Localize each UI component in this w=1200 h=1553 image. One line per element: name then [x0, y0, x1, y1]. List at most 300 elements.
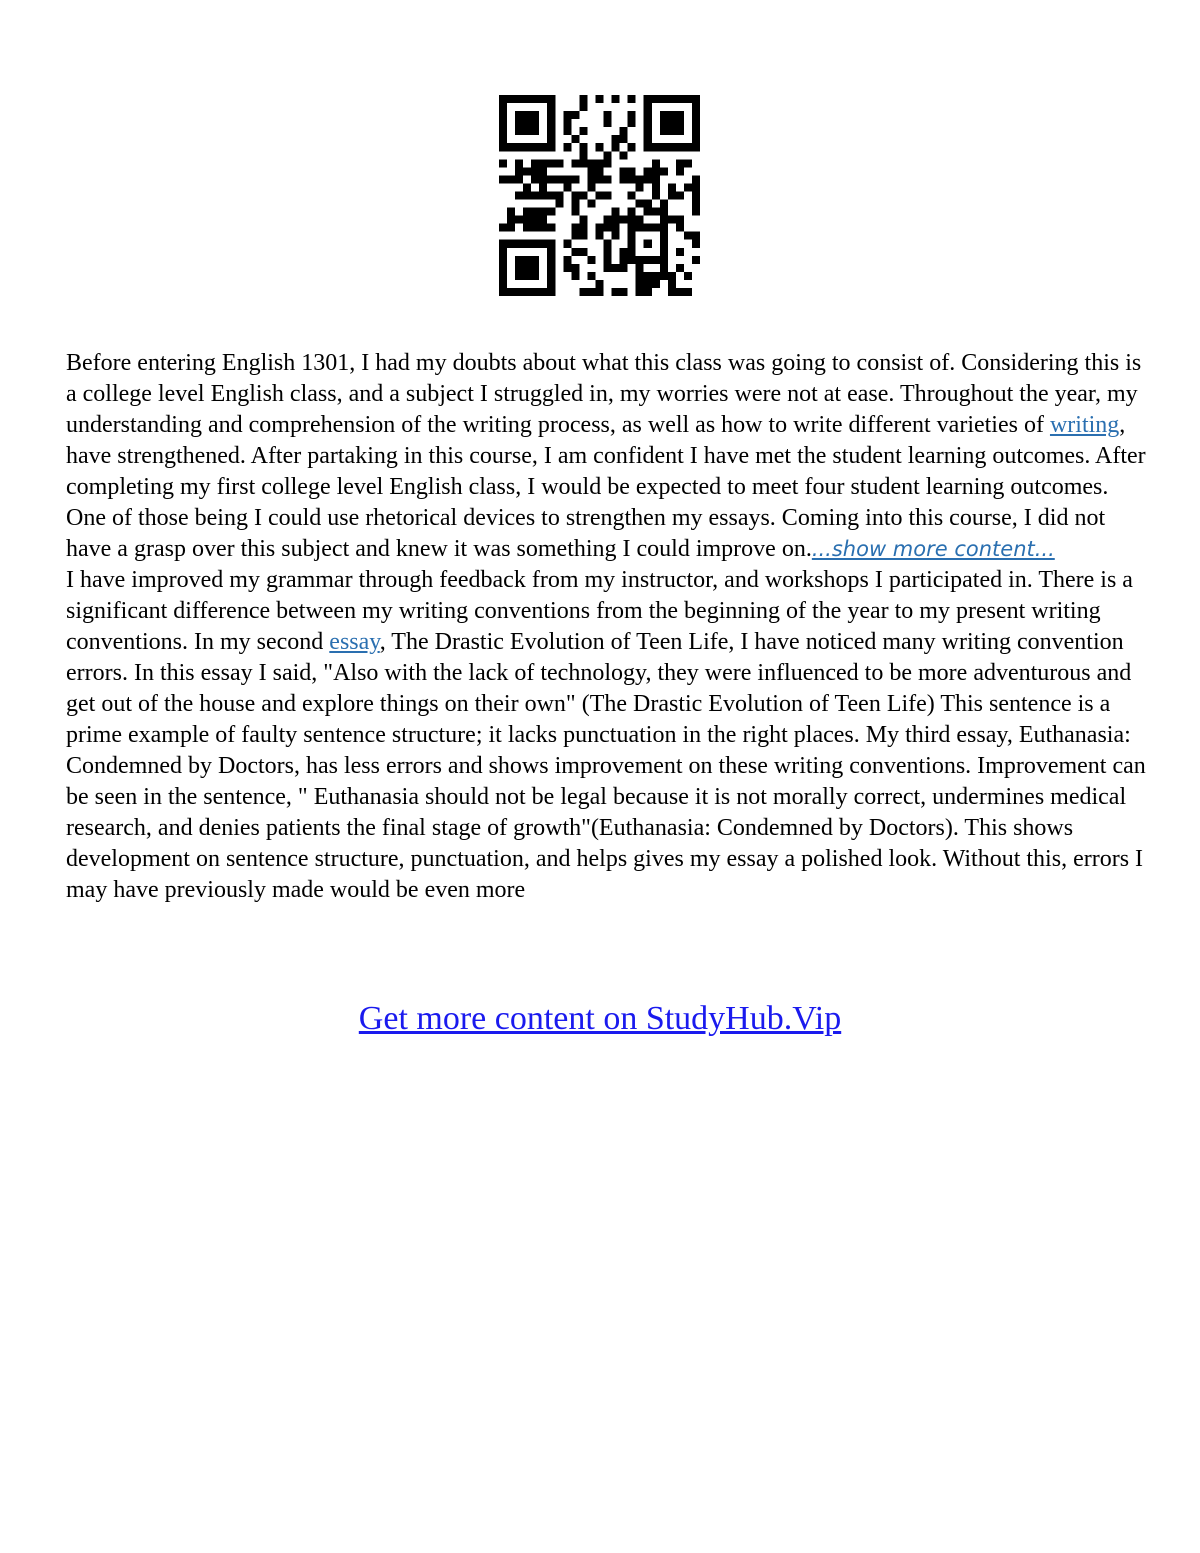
qr-module — [539, 288, 547, 296]
qr-module — [595, 175, 603, 183]
qr-module — [531, 127, 539, 135]
qr-module — [684, 272, 692, 280]
qr-module — [620, 151, 628, 159]
qr-module — [587, 200, 595, 208]
qr-module — [644, 240, 652, 248]
qr-module — [547, 272, 555, 280]
qr-module — [620, 288, 628, 296]
footer — [0, 1000, 1200, 1038]
qr-module — [571, 191, 579, 199]
qr-module — [676, 264, 684, 272]
qr-module — [636, 256, 644, 264]
qr-module — [539, 191, 547, 199]
qr-module — [531, 264, 539, 272]
qr-module — [547, 175, 555, 183]
qr-module — [579, 248, 587, 256]
qr-module — [499, 111, 507, 119]
qr-module — [652, 175, 660, 183]
qr-module — [676, 127, 684, 135]
qr-module — [628, 224, 636, 232]
qr-module — [547, 127, 555, 135]
qr-module — [579, 216, 587, 224]
qr-module — [499, 135, 507, 143]
qr-module — [499, 159, 507, 167]
qr-module — [644, 208, 652, 216]
qr-module — [644, 143, 652, 151]
qr-module — [676, 119, 684, 127]
qr-module — [547, 248, 555, 256]
qr-module — [676, 167, 684, 175]
qr-module — [660, 200, 668, 208]
qr-module — [652, 208, 660, 216]
qr-module — [636, 272, 644, 280]
qr-module — [515, 167, 523, 175]
qr-module — [515, 127, 523, 135]
qr-module — [595, 224, 603, 232]
qr-module — [692, 143, 700, 151]
qr-module — [620, 135, 628, 143]
qr-module — [684, 232, 692, 240]
qr-module — [523, 119, 531, 127]
qr-module — [539, 95, 547, 103]
qr-module — [692, 240, 700, 248]
qr-module — [620, 167, 628, 175]
qr-module — [668, 280, 676, 288]
qr-module — [644, 288, 652, 296]
qr-module — [604, 175, 612, 183]
qr-module — [692, 127, 700, 135]
qr-module — [692, 256, 700, 264]
qr-module — [547, 280, 555, 288]
qr-module — [612, 208, 620, 216]
qr-module — [692, 175, 700, 183]
qr-module — [636, 175, 644, 183]
qr-module — [499, 280, 507, 288]
qr-code — [499, 95, 700, 296]
qr-module — [668, 111, 676, 119]
qr-module — [547, 288, 555, 296]
qr-module — [555, 200, 563, 208]
qr-module — [604, 224, 612, 232]
qr-module — [636, 216, 644, 224]
qr-module — [523, 191, 531, 199]
qr-module — [523, 288, 531, 296]
qr-module — [636, 288, 644, 296]
qr-module — [587, 288, 595, 296]
qr-module — [660, 143, 668, 151]
qr-module — [692, 95, 700, 103]
qr-module — [595, 288, 603, 296]
qr-module — [515, 143, 523, 151]
qr-module — [563, 143, 571, 151]
qr-module — [507, 175, 515, 183]
qr-module — [547, 264, 555, 272]
qr-module — [523, 224, 531, 232]
qr-module — [515, 95, 523, 103]
qr-module — [587, 175, 595, 183]
qr-module — [555, 175, 563, 183]
qr-module — [507, 224, 515, 232]
qr-module — [547, 95, 555, 103]
qr-module — [539, 224, 547, 232]
qr-module — [499, 127, 507, 135]
qr-module — [644, 175, 652, 183]
qr-module — [652, 280, 660, 288]
qr-module — [660, 248, 668, 256]
qr-module — [660, 167, 668, 175]
qr-module — [555, 191, 563, 199]
qr-module — [531, 256, 539, 264]
qr-module — [604, 191, 612, 199]
qr-module — [692, 200, 700, 208]
qr-module — [676, 95, 684, 103]
qr-module — [660, 111, 668, 119]
qr-module — [523, 240, 531, 248]
qr-module — [660, 95, 668, 103]
qr-module — [644, 95, 652, 103]
qr-module — [692, 208, 700, 216]
qr-module — [587, 167, 595, 175]
qr-module — [660, 216, 668, 224]
qr-module — [547, 111, 555, 119]
qr-module — [676, 288, 684, 296]
qr-module — [571, 135, 579, 143]
qr-module — [604, 216, 612, 224]
qr-module — [547, 135, 555, 143]
qr-module — [531, 111, 539, 119]
qr-module — [515, 264, 523, 272]
studyhub-link[interactable]: Get more content on StudyHub.Vip — [358, 1000, 842, 1037]
qr-module — [563, 240, 571, 248]
qr-module — [636, 224, 644, 232]
show-more-content-link[interactable]: ...show more content... — [811, 537, 1055, 561]
qr-module — [571, 272, 579, 280]
qr-module — [620, 248, 628, 256]
qr-module — [644, 135, 652, 143]
qr-module — [579, 103, 587, 111]
qr-module — [595, 191, 603, 199]
qr-module — [499, 248, 507, 256]
qr-module — [595, 95, 603, 103]
qr-module — [547, 119, 555, 127]
qr-module — [684, 95, 692, 103]
qr-module — [515, 272, 523, 280]
qr-module — [652, 143, 660, 151]
qr-module — [507, 240, 515, 248]
qr-module — [628, 256, 636, 264]
qr-module — [571, 111, 579, 119]
qr-module — [660, 232, 668, 240]
qr-module — [660, 119, 668, 127]
qr-module — [652, 191, 660, 199]
qr-module — [595, 232, 603, 240]
qr-module — [684, 159, 692, 167]
qr-module — [531, 175, 539, 183]
qr-module — [628, 240, 636, 248]
qr-module — [660, 224, 668, 232]
qr-module — [539, 216, 547, 224]
qr-module — [628, 167, 636, 175]
qr-module — [539, 175, 547, 183]
qr-module — [668, 119, 676, 127]
qr-module — [523, 167, 531, 175]
qr-module — [499, 119, 507, 127]
qr-module — [660, 240, 668, 248]
qr-module — [499, 175, 507, 183]
qr-module — [620, 127, 628, 135]
qr-module — [604, 151, 612, 159]
qr-module — [571, 232, 579, 240]
qr-module — [676, 143, 684, 151]
qr-module — [523, 216, 531, 224]
qr-module — [571, 248, 579, 256]
qr-module — [652, 224, 660, 232]
qr-module — [507, 95, 515, 103]
qr-module — [612, 216, 620, 224]
qr-module — [692, 111, 700, 119]
qr-module — [547, 159, 555, 167]
qr-module — [563, 111, 571, 119]
qr-module — [652, 167, 660, 175]
qr-module — [644, 119, 652, 127]
qr-module — [644, 224, 652, 232]
paragraph-1-text-b: , have strengthened. After partaking in this course, I am confident I have met the student learning outcomes. After completing my first college level English class, I would be expected to meet four student learning outcomes. One of those being I could use rhetorical devices to strengthen my essays. Coming into this course, I did not have a grasp over this subject and knew it was something I could improve on. — [66, 412, 1146, 562]
qr-module — [692, 103, 700, 111]
qr-module — [628, 95, 636, 103]
qr-module — [684, 288, 692, 296]
qr-module — [563, 264, 571, 272]
qr-module — [515, 175, 523, 183]
qr-module — [652, 95, 660, 103]
qr-module — [515, 159, 523, 167]
qr-module — [660, 127, 668, 135]
qr-module — [563, 256, 571, 264]
qr-module — [652, 256, 660, 264]
qr-module — [676, 216, 684, 224]
qr-module — [628, 232, 636, 240]
qr-module — [587, 272, 595, 280]
qr-module — [499, 240, 507, 248]
qr-module — [523, 143, 531, 151]
qr-module — [563, 183, 571, 191]
qr-module — [604, 256, 612, 264]
qr-module — [531, 119, 539, 127]
qr-module — [628, 208, 636, 216]
qr-module — [612, 264, 620, 272]
qr-module — [547, 208, 555, 216]
qr-module — [531, 208, 539, 216]
qr-module — [523, 272, 531, 280]
document-body — [66, 348, 1146, 906]
qr-module — [604, 240, 612, 248]
qr-module — [555, 159, 563, 167]
qr-module — [579, 288, 587, 296]
qr-module — [507, 143, 515, 151]
qr-module — [515, 191, 523, 199]
qr-module — [523, 111, 531, 119]
qr-module — [579, 143, 587, 151]
qr-module — [644, 127, 652, 135]
qr-module — [595, 159, 603, 167]
qr-module — [628, 119, 636, 127]
qr-module — [620, 264, 628, 272]
qr-module — [547, 103, 555, 111]
qr-module — [644, 111, 652, 119]
essay-link[interactable]: essay — [329, 629, 380, 655]
qr-module — [604, 111, 612, 119]
qr-module — [595, 143, 603, 151]
qr-module — [539, 240, 547, 248]
writing-link[interactable]: writing — [1049, 412, 1120, 438]
qr-module — [644, 280, 652, 288]
qr-module — [507, 216, 515, 224]
qr-module — [684, 183, 692, 191]
qr-module — [571, 264, 579, 272]
qr-module — [620, 216, 628, 224]
qr-module — [595, 280, 603, 288]
qr-module — [515, 240, 523, 248]
qr-module — [579, 232, 587, 240]
qr-module — [499, 143, 507, 151]
qr-module — [523, 95, 531, 103]
qr-module — [612, 143, 620, 151]
qr-module — [684, 143, 692, 151]
qr-module — [612, 95, 620, 103]
qr-module — [668, 272, 676, 280]
qr-module — [660, 256, 668, 264]
qr-module — [612, 232, 620, 240]
qr-module — [499, 95, 507, 103]
qr-module — [628, 191, 636, 199]
qr-module — [587, 159, 595, 167]
qr-module — [531, 191, 539, 199]
qr-module — [652, 159, 660, 167]
qr-module — [539, 167, 547, 175]
qr-module — [604, 159, 612, 167]
qr-module — [604, 119, 612, 127]
qr-module — [628, 143, 636, 151]
qr-module — [620, 175, 628, 183]
qr-module — [531, 240, 539, 248]
qr-module — [499, 288, 507, 296]
qr-module — [531, 224, 539, 232]
qr-module — [587, 183, 595, 191]
qr-module — [523, 256, 531, 264]
qr-module — [523, 183, 531, 191]
qr-module — [660, 272, 668, 280]
qr-module — [692, 183, 700, 191]
qr-module — [676, 191, 684, 199]
qr-module — [515, 111, 523, 119]
qr-module — [660, 208, 668, 216]
qr-module — [579, 224, 587, 232]
qr-module — [604, 264, 612, 272]
qr-module — [571, 200, 579, 208]
qr-module — [644, 256, 652, 264]
qr-module — [668, 95, 676, 103]
paragraph-2-text-a: I have improved my grammar through feedback from my instructor, and workshops I participated in. There is a significant difference between my writing conventions from the beginning of the year to my present writing conventions. In my second — [66, 567, 1133, 655]
qr-module — [668, 183, 676, 191]
qr-module — [644, 200, 652, 208]
qr-module — [523, 208, 531, 216]
qr-module — [595, 167, 603, 175]
qr-module — [563, 175, 571, 183]
qr-module — [652, 183, 660, 191]
qr-module — [571, 208, 579, 216]
qr-module — [612, 135, 620, 143]
qr-module — [571, 159, 579, 167]
qr-module — [547, 224, 555, 232]
qr-module — [531, 95, 539, 103]
qr-module — [507, 288, 515, 296]
qr-module — [515, 119, 523, 127]
qr-module — [579, 159, 587, 167]
qr-module — [547, 191, 555, 199]
qr-module — [507, 208, 515, 216]
qr-module — [692, 232, 700, 240]
qr-module — [579, 151, 587, 159]
qr-module — [547, 240, 555, 248]
qr-module — [531, 159, 539, 167]
qr-module — [636, 280, 644, 288]
qr-module — [531, 216, 539, 224]
qr-module — [587, 256, 595, 264]
qr-module — [636, 183, 644, 191]
paragraph-2-text-b: , The Drastic Evolution of Teen Life, I have noticed many writing convention errors. In this essay I said, "Also with the lack of technology, they were influenced to be more adventurous and get out of the house and explore things on their own" (The Drastic Evolution of Teen Life) This sentence is a prime example of faulty sentence structure; it lacks punctuation in the right places. My third essay, Euthanasia: Condemned by Doctors, has less errors and shows improvement on these writing conventions. Improvement can be seen in the sentence, " Euthanasia should not be legal because it is not morally correct, undermines medical research, and denies patients the final stage of growth"(Euthanasia: Condemned by Doctors). This shows development on sentence structure, punctuation, and helps gives my essay a polished look. Without this, errors I may have previously made would be even more — [66, 629, 1146, 903]
qr-module — [499, 256, 507, 264]
qr-module — [523, 127, 531, 135]
qr-module — [539, 143, 547, 151]
qr-module — [668, 127, 676, 135]
qr-module — [660, 264, 668, 272]
qr-module — [644, 272, 652, 280]
qr-module — [628, 248, 636, 256]
paragraph-1 — [66, 348, 1146, 565]
qr-module — [668, 143, 676, 151]
qr-module — [652, 272, 660, 280]
qr-module — [531, 167, 539, 175]
qr-module — [604, 248, 612, 256]
qr-module — [579, 191, 587, 199]
qr-module — [539, 159, 547, 167]
qr-module — [620, 256, 628, 264]
paragraph-1-text-a: Before entering English 1301, I had my doubts about what this class was going to consist of. Considering this is a college level English class, and a subject I struggled in, my worries were not at ease. Throughout the year, my understanding and comprehension of the writing process, as well as how to write different varieties of — [66, 350, 1142, 438]
qr-module — [499, 224, 507, 232]
qr-module — [531, 288, 539, 296]
qr-module — [515, 256, 523, 264]
qr-module — [692, 119, 700, 127]
qr-module — [539, 183, 547, 191]
qr-module — [531, 272, 539, 280]
qr-module — [676, 111, 684, 119]
qr-module — [636, 264, 644, 272]
qr-module — [523, 264, 531, 272]
qr-module — [692, 191, 700, 199]
qr-module — [628, 111, 636, 119]
qr-module — [515, 288, 523, 296]
qr-module — [612, 224, 620, 232]
qr-module — [612, 288, 620, 296]
qr-module — [563, 127, 571, 135]
qr-module — [676, 248, 684, 256]
qr-module — [531, 143, 539, 151]
qr-module — [571, 224, 579, 232]
qr-module — [547, 143, 555, 151]
qr-module — [644, 167, 652, 175]
qr-module — [571, 175, 579, 183]
qr-module — [644, 103, 652, 111]
qr-module — [676, 159, 684, 167]
